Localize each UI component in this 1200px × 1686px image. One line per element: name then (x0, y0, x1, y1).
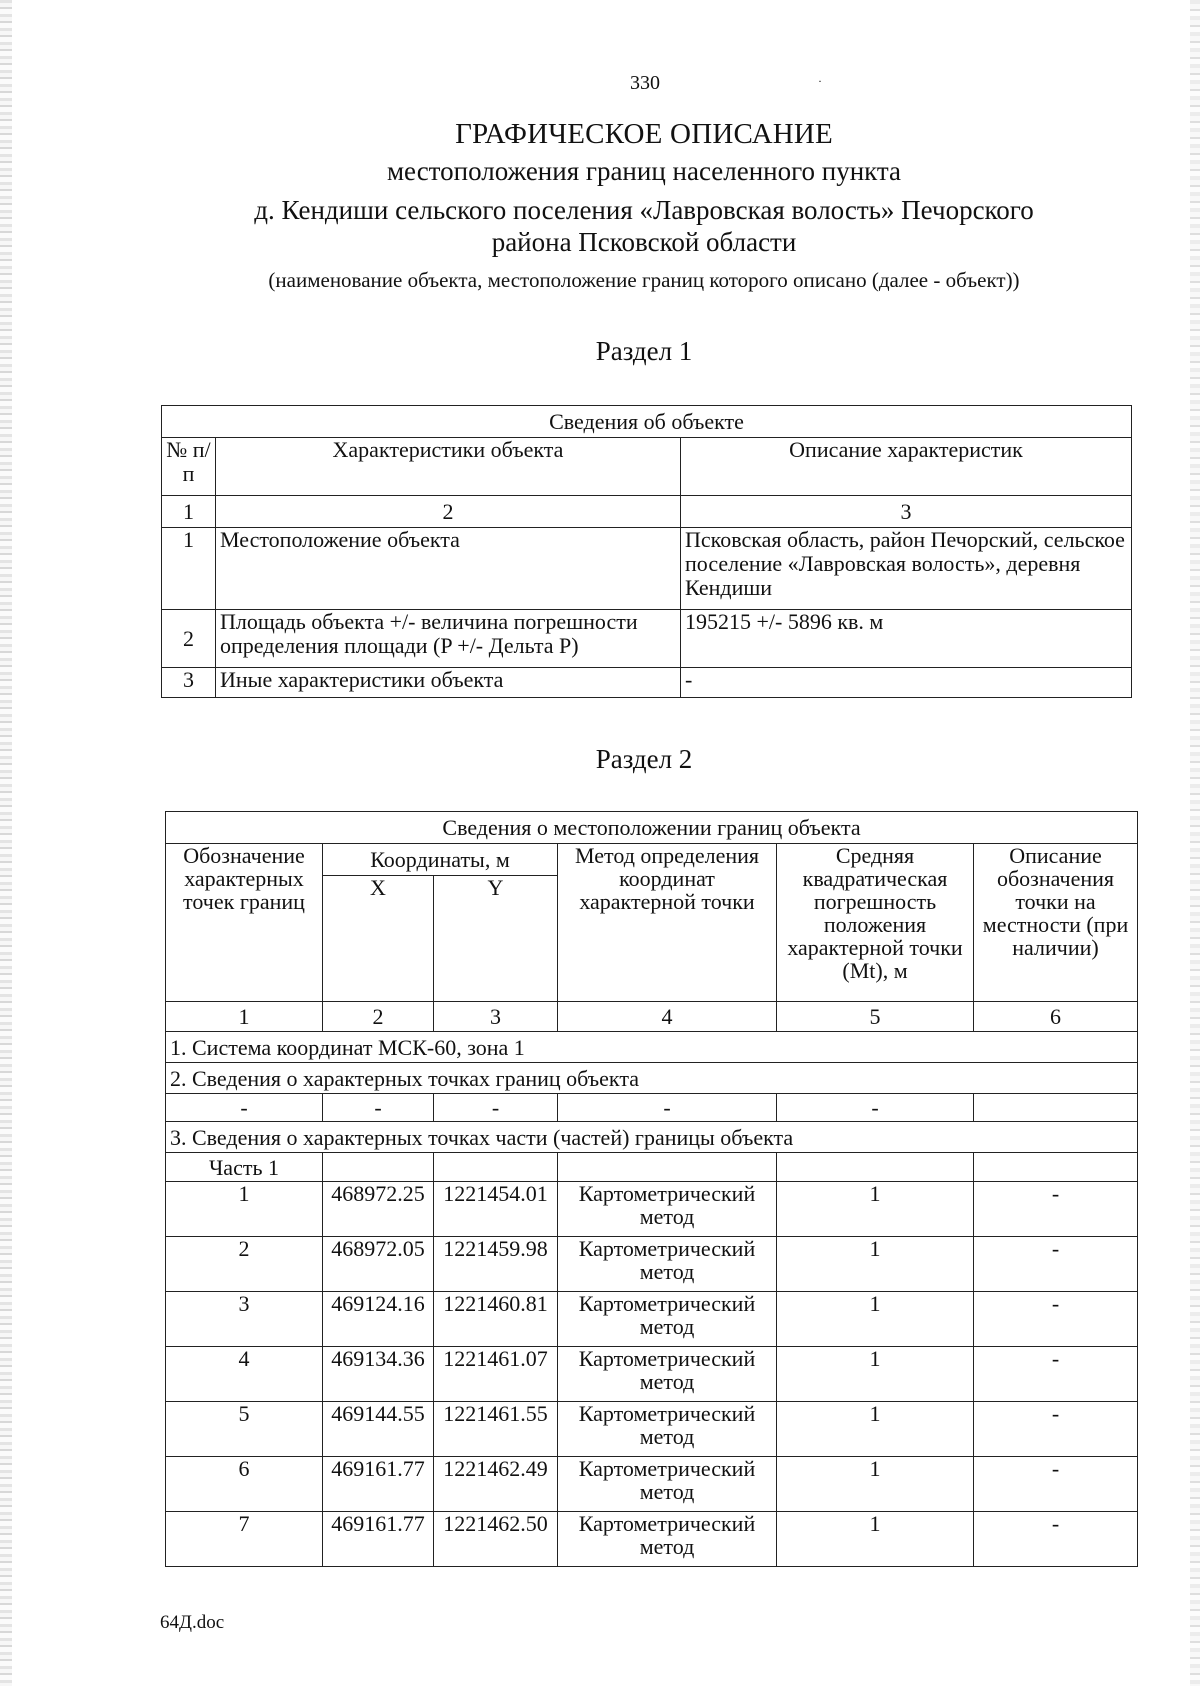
part-label: Часть 1 (166, 1153, 323, 1182)
table-row (166, 1292, 1138, 1347)
row-description: Псковская область, район Печорский, сельское поселение «Лавровская волость», деревня Кендиши (681, 528, 1132, 610)
point-error: 1 (777, 1237, 974, 1292)
col-number: 6 (974, 1002, 1138, 1032)
point-error: 1 (777, 1347, 974, 1402)
point-number: 3 (166, 1292, 323, 1347)
object-name-line-2: района Псковской области (491, 227, 797, 257)
row-characteristic: Иные характеристики объекта (216, 668, 681, 698)
col-number: 3 (681, 496, 1132, 528)
point-method: Картометрический метод (558, 1347, 777, 1402)
point-number: 5 (166, 1402, 323, 1457)
point-description: - (974, 1402, 1138, 1457)
col-number: 2 (216, 496, 681, 528)
point-y: 1221462.50 (434, 1512, 558, 1567)
object-point-cell: - (323, 1094, 434, 1122)
coord-system-row: 1. Система координат МСК-60, зона 1 (166, 1032, 1138, 1063)
empty-cell (777, 1153, 974, 1182)
table-row (166, 1512, 1138, 1567)
part-points-title: 3. Сведения о характерных точках части (частей) границы объекта (166, 1122, 1138, 1153)
point-description: - (974, 1237, 1138, 1292)
point-description: - (974, 1292, 1138, 1347)
table-title: Сведения о местоположении границ объекта (166, 812, 1138, 844)
table-row (162, 668, 1132, 698)
object-point-cell: - (166, 1094, 323, 1122)
point-method: Картометрический метод (558, 1292, 777, 1347)
row-description: 195215 +/- 5896 кв. м (681, 610, 1132, 668)
point-x: 469144.55 (323, 1402, 434, 1457)
object-point-cell: - (777, 1094, 974, 1122)
empty-cell (558, 1153, 777, 1182)
point-number: 1 (166, 1182, 323, 1237)
point-method: Картометрический метод (558, 1512, 777, 1567)
object-point-cell: - (558, 1094, 777, 1122)
row-num: 2 (162, 610, 216, 668)
empty-cell (434, 1153, 558, 1182)
object-info-table (161, 405, 1132, 698)
col-number: 4 (558, 1002, 777, 1032)
empty-cell (974, 1153, 1138, 1182)
header-description: Описание обозначения точки на местности (при наличии) (974, 844, 1138, 1002)
header-method: Метод определения координат характерной точки (558, 844, 777, 1002)
points-list (166, 1182, 1138, 1567)
point-x: 468972.25 (323, 1182, 434, 1237)
table-row (166, 1402, 1138, 1457)
object-point-cell (974, 1094, 1138, 1122)
section-2-heading: Раздел 2 (595, 744, 693, 774)
point-number: 4 (166, 1347, 323, 1402)
header-error: Средняя квадратическая погрешность положения характерной точки (Mt), м (777, 844, 974, 1002)
footer-filename: 64Д.doc (160, 1612, 225, 1633)
point-y: 1221462.49 (434, 1457, 558, 1512)
point-y: 1221461.07 (434, 1347, 558, 1402)
point-y: 1221454.01 (434, 1182, 558, 1237)
document-subtitle: местоположения границ населенного пункта (386, 156, 902, 186)
header-coords: Координаты, м (323, 844, 558, 876)
table-row (166, 1182, 1138, 1237)
point-error: 1 (777, 1457, 974, 1512)
point-x: 469161.77 (323, 1457, 434, 1512)
header-designation: Обозначение характерных точек границ (166, 844, 323, 1002)
point-description: - (974, 1457, 1138, 1512)
boundary-points-table (165, 811, 1138, 1567)
header-x: X (323, 876, 434, 1002)
point-number: 6 (166, 1457, 323, 1512)
point-y: 1221459.98 (434, 1237, 558, 1292)
point-x: 469161.77 (323, 1512, 434, 1567)
row-characteristic: Площадь объекта +/- величина погрешности определения площади (P +/- Дельта P) (216, 610, 681, 668)
row-description: - (681, 668, 1132, 698)
col-number: 3 (434, 1002, 558, 1032)
point-method: Картометрический метод (558, 1237, 777, 1292)
object-points-title: 2. Сведения о характерных точках границ объекта (166, 1063, 1138, 1094)
point-number: 7 (166, 1512, 323, 1567)
row-num: 3 (162, 668, 216, 698)
col-header-description: Описание характеристик (681, 438, 1132, 496)
col-number: 5 (777, 1002, 974, 1032)
section-1-heading: Раздел 1 (595, 336, 693, 366)
col-header-characteristic: Характеристики объекта (216, 438, 681, 496)
point-number: 2 (166, 1237, 323, 1292)
object-point-cell: - (434, 1094, 558, 1122)
point-x: 469124.16 (323, 1292, 434, 1347)
table-row (162, 610, 1132, 668)
point-error: 1 (777, 1512, 974, 1567)
scan-dot: · (818, 74, 822, 88)
table-row (162, 528, 1132, 610)
point-y: 1221461.55 (434, 1402, 558, 1457)
document-title: ГРАФИЧЕСКОЕ ОПИСАНИЕ (455, 118, 833, 150)
point-description: - (974, 1182, 1138, 1237)
point-error: 1 (777, 1402, 974, 1457)
col-number: 1 (166, 1002, 323, 1032)
table-row (166, 1237, 1138, 1292)
row-num: 1 (162, 528, 216, 610)
point-error: 1 (777, 1292, 974, 1347)
point-x: 469134.36 (323, 1347, 434, 1402)
point-method: Картометрический метод (558, 1402, 777, 1457)
table-row (166, 1094, 1138, 1122)
empty-cell (323, 1153, 434, 1182)
col-number: 1 (162, 496, 216, 528)
point-method: Картометрический метод (558, 1182, 777, 1237)
table-row (166, 1347, 1138, 1402)
point-method: Картометрический метод (558, 1457, 777, 1512)
object-caption: (наименование объекта, местоположение границ которого описано (далее - объект)) (268, 268, 1020, 292)
point-error: 1 (777, 1182, 974, 1237)
point-y: 1221460.81 (434, 1292, 558, 1347)
point-description: - (974, 1512, 1138, 1567)
header-y: Y (434, 876, 558, 1002)
table-title: Сведения об объекте (162, 406, 1132, 438)
point-description: - (974, 1347, 1138, 1402)
point-x: 468972.05 (323, 1237, 434, 1292)
table-row (166, 1457, 1138, 1512)
object-name-line-1: д. Кендиши сельского поселения «Лавровская волость» Печорского (254, 195, 1034, 225)
row-characteristic: Местоположение объекта (216, 528, 681, 610)
page-number: 330 (630, 72, 660, 94)
col-number: 2 (323, 1002, 434, 1032)
col-header-num: № п/п (162, 438, 216, 496)
